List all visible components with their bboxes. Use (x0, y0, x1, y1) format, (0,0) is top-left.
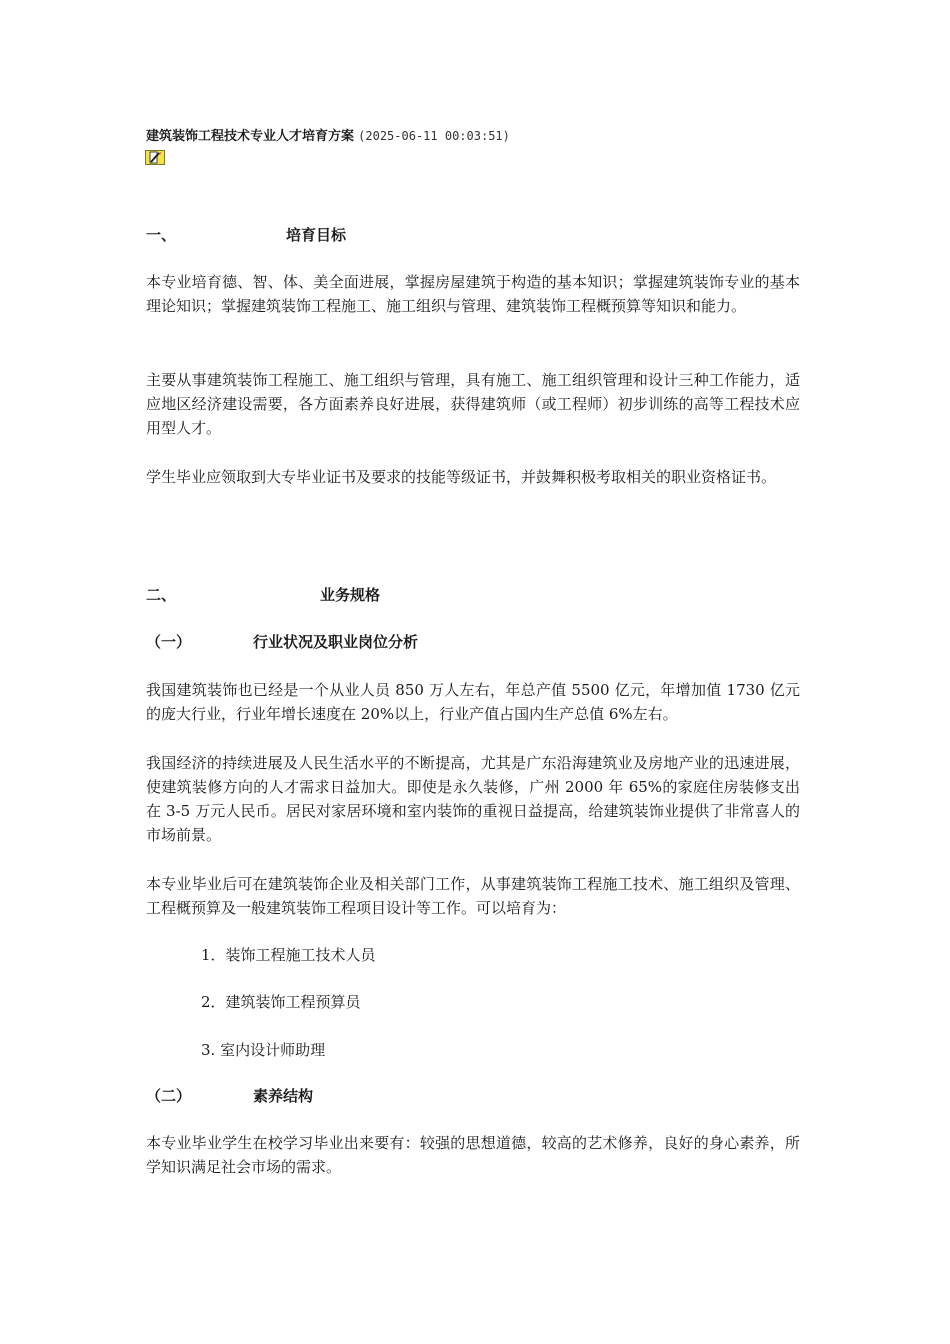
section1-number: 一、 (146, 226, 177, 244)
subsection1-number: （一） (146, 633, 192, 651)
document-header (146, 126, 510, 147)
edit-pencil-icon[interactable] (145, 150, 165, 165)
subsection1-paragraph-2: 我国经济的持续进展及人民生活水平的不断提高，尤其是广东沿海建筑业及房地产业的迅速进展，使建筑装修方向的人才需求日益加大。即使是永久装修，广州 2000 年 65%的家庭住房装修支出在 3-5 万元人民币。居民对家居环境和室内装饰的重视日益提高，给建筑装饰业提供了非常喜人的市场前景。 (146, 754, 800, 844)
subsection1-paragraph-1: 我国建筑装饰也已经是一个从业人员 850 万人左右，年总产值 5500 亿元，年增加值 1730 亿元的庞大行业，行业年增长速度在 20%以上，行业产值占国内生产总值 6%左右。 (146, 681, 800, 723)
section1-paragraph-3: 学生毕业应领取到大专毕业证书及要求的技能等级证书，并鼓舞积极考取相关的职业资格证书。 (146, 468, 777, 486)
subsection1-paragraph-3: 本专业毕业后可在建筑装饰企业及相关部门工作，从事建筑装饰工程施工技术、施工组织及管理、工程概预算及一般建筑装饰工程项目设计等工作。可以培育为： (146, 875, 800, 917)
section2-number: 二、 (146, 586, 177, 604)
section1-paragraph-1: 本专业培育德、智、体、美全面进展，掌握房屋建筑于构造的基本知识；掌握建筑装饰专业的基本理论知识；掌握建筑装饰工程施工、施工组织与管理、建筑装饰工程概预算等知识和能力。 (146, 273, 800, 315)
subsection2-paragraph-1: 本专业毕业学生在校学习毕业出来要有：较强的思想道德，较高的艺术修养，良好的身心素养，所学知识满足社会市场的需求。 (146, 1134, 800, 1176)
section2-title: 业务规格 (320, 586, 381, 604)
section1-paragraph-2: 主要从事建筑装饰工程施工、施工组织与管理，具有施工、施工组织管理和设计三种工作能力，适应地区经济建设需要，各方面素养良好进展，获得建筑师（或工程师）初步训练的高等工程技术应用型人才。 (146, 371, 800, 437)
subsection2-number: （二） (146, 1087, 192, 1105)
list-item: 3. 室内设计师助理 (201, 1041, 326, 1059)
subsection2-title: 素养结构 (253, 1087, 314, 1105)
subsection1-title: 行业状况及职业岗位分析 (253, 633, 419, 651)
list-item: 2．建筑装饰工程预算员 (201, 993, 361, 1011)
document-timestamp: (2025-06-11 00:03:51) (358, 129, 510, 143)
section1-title: 培育目标 (286, 226, 347, 244)
list-item: 1．装饰工程施工技术人员 (201, 946, 376, 964)
document-title: 建筑装饰工程技术专业人才培育方案 (146, 129, 355, 144)
